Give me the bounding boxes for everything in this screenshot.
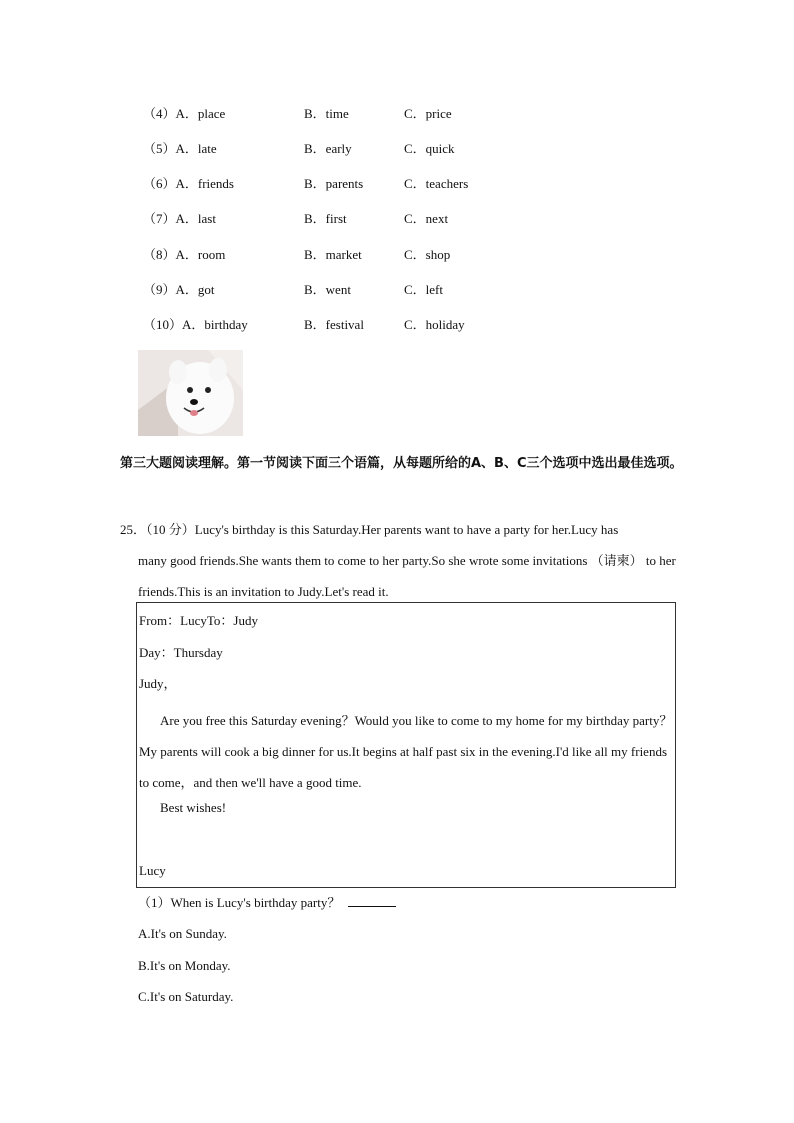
question-1-text: （1）When is Lucy's birthday party？ <box>138 895 341 910</box>
option-row-8 <box>143 245 703 265</box>
option-b: B．festival <box>304 317 364 332</box>
option-a: （8）A．room <box>143 247 226 262</box>
invitation-body: Are you free this Saturday evening？Would you like to come to my home for my birthday party？My parents will cook a big dinner for us.It begins at half past six in the evening.I'd like all my friends to come，and then we'll have a good time. <box>139 713 673 790</box>
option-c: C．left <box>404 282 443 297</box>
question-25-rest: many good friends.She wants them to come to her party.So she wrote some invitations （请柬） to her friends.This is an invitation to Judy.Let's read it. <box>138 553 676 599</box>
invitation-from-to: From：LucyTo：Judy <box>139 613 258 628</box>
choice-b: B.It's on Monday. <box>138 958 231 973</box>
question-1-stem <box>138 893 396 913</box>
option-c: C．holiday <box>404 317 465 332</box>
option-a: （4）A．place <box>143 106 226 121</box>
choice-a: A.It's on Sunday. <box>138 926 227 941</box>
option-c: C．teachers <box>404 176 469 191</box>
option-b: B．first <box>304 211 347 226</box>
option-a: （7）A．last <box>143 211 216 226</box>
question-25 <box>120 514 685 607</box>
option-b: B．time <box>304 106 349 121</box>
dog-photo <box>138 350 243 436</box>
option-c: C．next <box>404 211 449 226</box>
invitation-day: Day：Thursday <box>139 645 223 660</box>
option-a: （6）A．friends <box>143 176 234 191</box>
answer-blank[interactable] <box>348 894 396 907</box>
question-25-first-line: 25．（10 分）Lucy's birthday is this Saturday.Her parents want to have a party for her.Lucy has <box>120 522 619 537</box>
option-a: （10）A．birthday <box>143 317 248 332</box>
option-row-6 <box>143 174 703 194</box>
option-row-4 <box>143 104 703 124</box>
option-b: B．parents <box>304 176 364 191</box>
option-c: C．price <box>404 106 452 121</box>
option-a: （9）A．got <box>143 282 215 297</box>
invitation-closing: Best wishes! <box>160 800 227 815</box>
option-row-7 <box>143 209 703 229</box>
white-dog-image <box>138 350 243 436</box>
option-c: C．quick <box>404 141 455 156</box>
option-row-10 <box>143 315 703 335</box>
option-row-5 <box>143 139 703 159</box>
invitation-greeting: Judy， <box>139 676 177 691</box>
section-heading: 第三大题阅读理解。第一节阅读下面三个语篇，从每题所给的A、B、C三个选项中选出最佳选项。 <box>120 456 683 471</box>
option-b: B．early <box>304 141 352 156</box>
choice-c: C.It's on Saturday. <box>138 989 234 1004</box>
option-b: B．went <box>304 282 351 297</box>
option-c: C．shop <box>404 247 451 262</box>
option-row-9 <box>143 280 703 300</box>
invitation-box <box>136 602 676 888</box>
invitation-signature: Lucy <box>139 863 166 878</box>
option-b: B．market <box>304 247 362 262</box>
option-a: （5）A．late <box>143 141 217 156</box>
